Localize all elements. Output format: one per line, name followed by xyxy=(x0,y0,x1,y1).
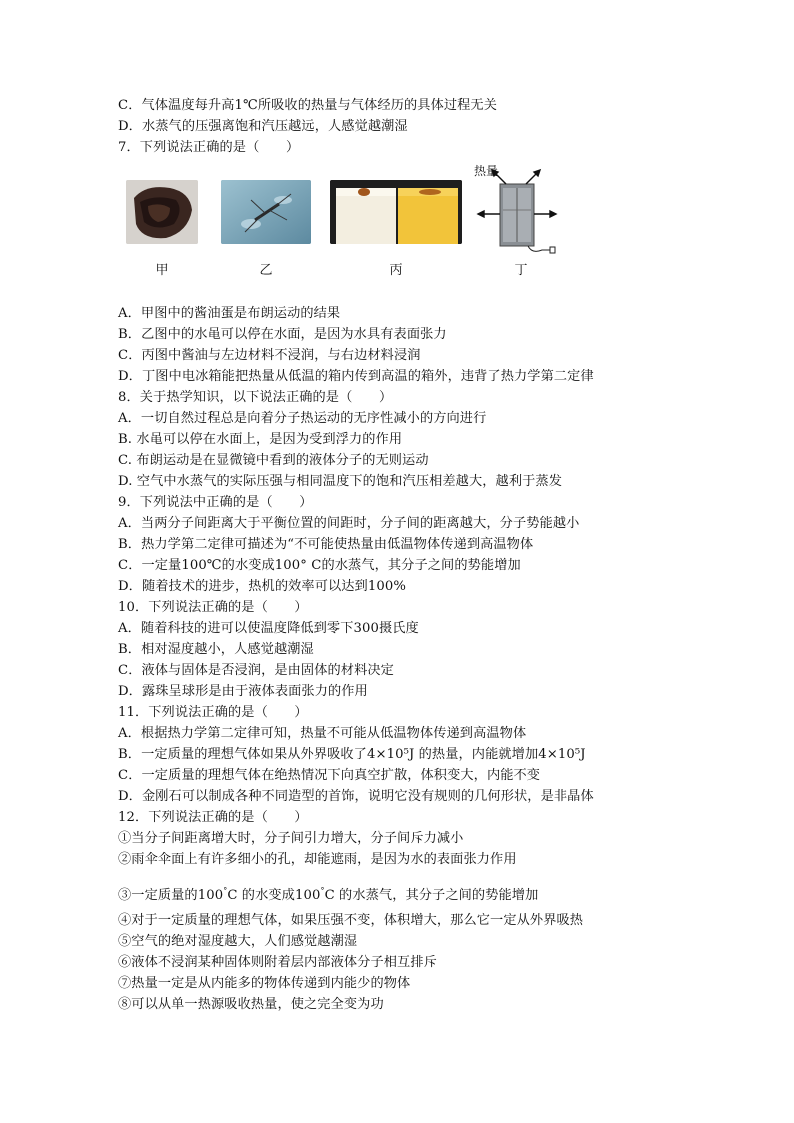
soy-sauce-egg-photo xyxy=(126,180,198,244)
option-line: A．甲图中的酱油蛋是布朗运动的结果 xyxy=(118,306,341,321)
statement-line: ②雨伞伞面上有许多细小的孔，却能遮雨，是因为水的表面张力作用 xyxy=(118,852,517,867)
question-stem: 8．关于热学知识，以下说法正确的是（ ） xyxy=(118,390,393,405)
statement-line: ④对于一定质量的理想气体，如果压强不变，体积增大，那么它一定从外界吸热 xyxy=(118,913,584,928)
question-7-figure xyxy=(118,160,568,280)
option-line: A．随着科技的进可以使温度降低到零下300摄氏度 xyxy=(118,621,419,636)
statement-line: ⑥液体不浸润某种固体则附着层内部液体分子相互排斥 xyxy=(118,955,437,970)
option-line: B．相对湿度越小，人感觉越潮湿 xyxy=(118,642,314,657)
statement-line: ①当分子间距离增大时，分子间引力增大，分子间斥力减小 xyxy=(118,831,464,846)
degree-sign: ° xyxy=(320,886,325,895)
option-line: D．丁图中电冰箱能把热量从低温的箱内传到高温的箱外，违背了热力学第二定律 xyxy=(118,369,594,384)
statement-line: ⑦热量一定是从内能多的物体传递到内能少的物体 xyxy=(118,976,411,991)
statement-text: C 的水蒸气，其分子之间的势能增加 xyxy=(324,888,539,903)
question-stem: 12．下列说法正确的是（ ） xyxy=(118,810,308,825)
option-line: D．金刚石可以制成各种不同造型的首饰，说明它没有规则的几何形状，是非晶体 xyxy=(118,789,594,804)
figure-caption-ding: 丁 xyxy=(514,263,528,278)
figure-caption-bing: 丙 xyxy=(389,263,403,278)
figure-caption-jia: 甲 xyxy=(155,263,169,278)
degree-sign: ° xyxy=(223,886,228,895)
option-line: C．一定量100℃的水变成100° C的水蒸气，其分子之间的势能增加 xyxy=(118,558,521,573)
statement-line-3 xyxy=(118,881,538,906)
heat-label: 热量 xyxy=(474,164,499,178)
option-line: C. 布朗运动是在显微镜中看到的液体分子的无则运动 xyxy=(118,453,429,468)
option-line: A．一切自然过程总是向着分子热运动的无序性减小的方向进行 xyxy=(118,411,487,426)
option-line: C．丙图中酱油与左边材料不浸润，与右边材料浸润 xyxy=(118,348,421,363)
option-line: C．一定质量的理想气体在绝热情况下向真空扩散，体积变大，内能不变 xyxy=(118,768,541,783)
option-line: B．一定质量的理想气体如果从外界吸收了4×10⁵J 的热量，内能就增加4×10⁵J xyxy=(118,747,586,762)
question-stem: 11．下列说法正确的是（ ） xyxy=(118,705,308,720)
option-line: D. 空气中水蒸气的实际压强与相同温度下的饱和汽压相差越大，越利于蒸发 xyxy=(118,474,562,489)
material-blocks-photo xyxy=(330,180,462,244)
option-line: D．露珠呈球形是由于液体表面张力的作用 xyxy=(118,684,368,699)
option-line: B. 水黾可以停在水面上，是因为受到浮力的作用 xyxy=(118,432,403,447)
temperature-value: 100 xyxy=(294,888,321,903)
statement-text: ③一定质量的 xyxy=(118,888,198,903)
temperature-value: 100 xyxy=(197,888,224,903)
option-line: B．乙图中的水黾可以停在水面，是因为水具有表面张力 xyxy=(118,327,447,342)
statement-line: ⑤空气的绝对湿度越大，人们感觉越潮湿 xyxy=(118,934,358,949)
question-stem: 7．下列说法正确的是（ ） xyxy=(118,140,300,155)
option-line: B．热力学第二定律可描述为“不可能使热量由低温物体传递到高温物体 xyxy=(118,537,534,552)
option-line: A．当两分子间距离大于平衡位置的间距时，分子间的距离越大，分子势能越小 xyxy=(118,516,580,531)
option-line: D．随着技术的进步，热机的效率可以达到100% xyxy=(118,579,406,594)
question-stem: 10．下列说法正确的是（ ） xyxy=(118,600,308,615)
refrigerator-diagram xyxy=(470,160,566,256)
statement-line: ⑧可以从单一热源吸收热量，使之完全变为功 xyxy=(118,997,384,1012)
water-strider-photo xyxy=(221,180,311,244)
question-stem: 9．下列说法中正确的是（ ） xyxy=(118,495,313,510)
option-line: C．液体与固体是否浸润，是由固体的材料决定 xyxy=(118,663,394,678)
option-line: C．气体温度每升高1℃所吸收的热量与气体经历的具体过程无关 xyxy=(118,98,498,113)
option-line: D．水蒸气的压强离饱和汽压越远，人感觉越潮湿 xyxy=(118,119,408,134)
option-line: A．根据热力学第二定律可知，热量不可能从低温物体传递到高温物体 xyxy=(118,726,527,741)
statement-text: C 的水变成 xyxy=(227,888,295,903)
figure-caption-yi: 乙 xyxy=(259,263,273,278)
